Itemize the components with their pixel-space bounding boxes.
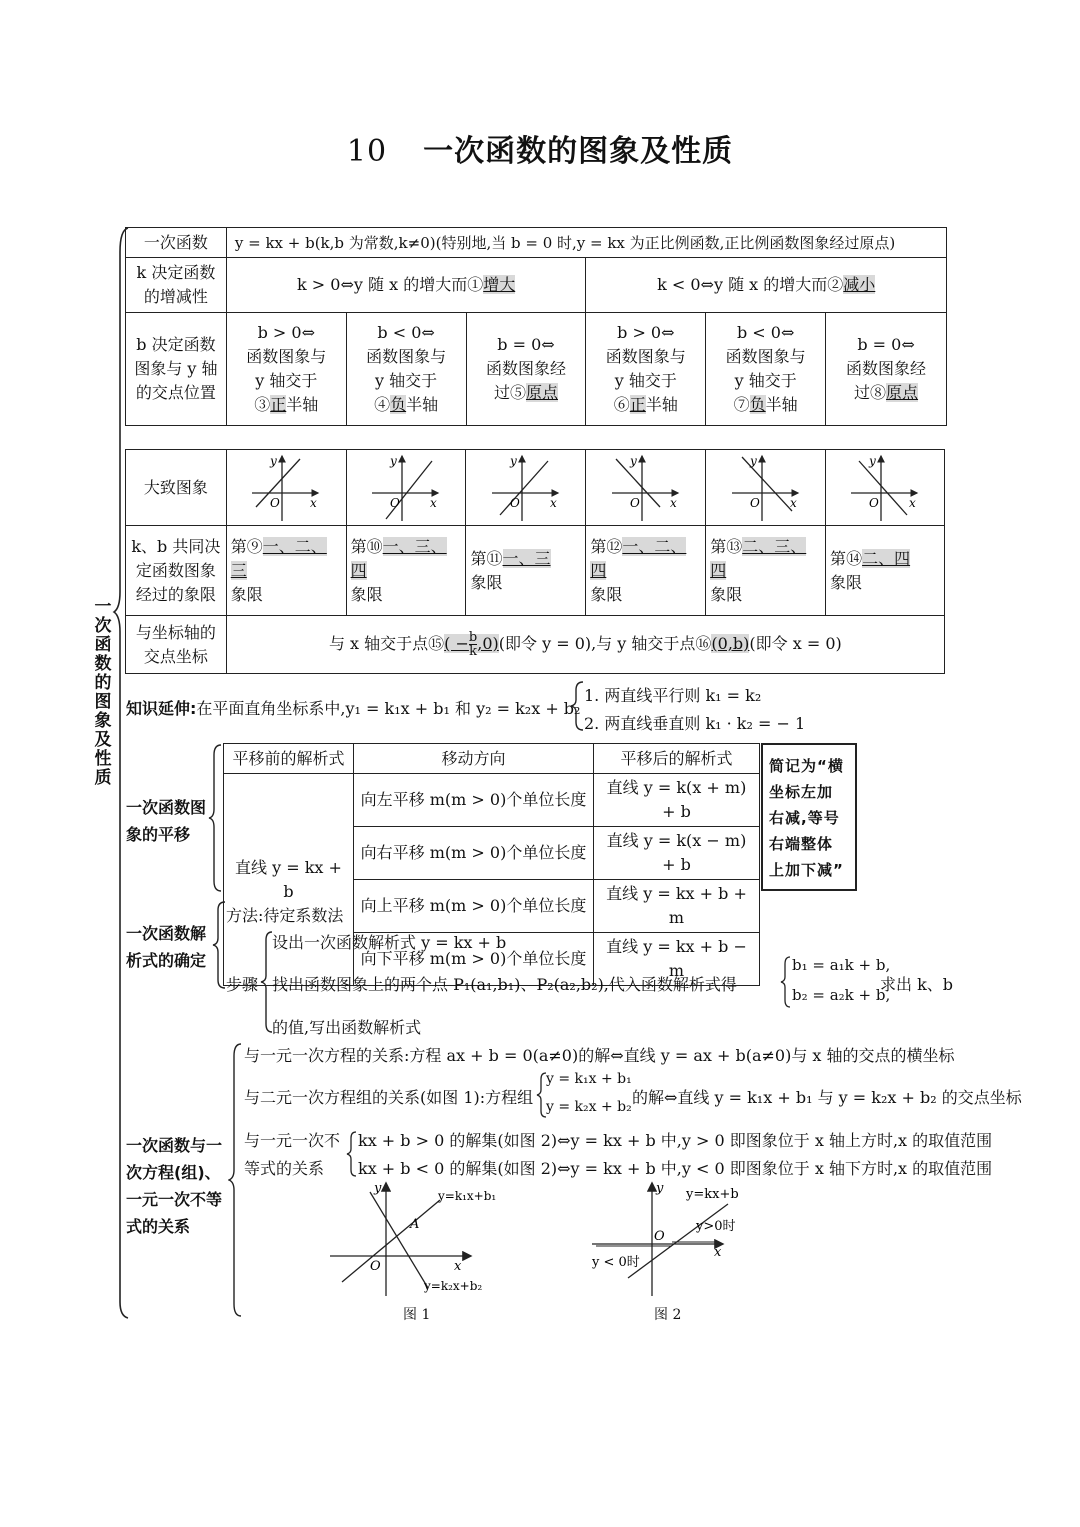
quadrant-cell bbox=[826, 526, 945, 616]
step-2-end: 求出 k、b bbox=[880, 975, 954, 994]
relations-label bbox=[126, 1132, 222, 1240]
extension-line bbox=[126, 696, 580, 719]
translation-header: 平移后的解析式 bbox=[594, 744, 760, 774]
sketch-y-label: y bbox=[869, 453, 876, 468]
graph-sketch bbox=[608, 453, 684, 523]
intercept-cell bbox=[826, 313, 947, 426]
equation-2: b₂ = a₂k + b, bbox=[792, 986, 891, 1004]
determination-method: 方法:待定系数法 bbox=[226, 906, 344, 925]
mnemonic-box bbox=[761, 743, 857, 891]
intercept-text: 函数图象经 bbox=[485, 359, 566, 378]
k-negative-answer: 减小 bbox=[843, 275, 876, 294]
sketch-origin-label: O bbox=[270, 495, 281, 510]
figure-2-caption: 图 2 bbox=[654, 1307, 682, 1323]
y-intersect-note: (即令 x = 0) bbox=[749, 634, 842, 653]
step-1: 设出一次函数解析式 y = kx + b bbox=[272, 933, 507, 952]
row-label-definition: 一次函数 bbox=[126, 228, 227, 258]
relation-system-suffix: 的解⇔直线 y = k₁x + b₁ 与 y = k₂x + b₂ 的交点坐标 bbox=[632, 1088, 1022, 1107]
determination-label-2: 析式的确定 bbox=[126, 951, 207, 970]
sketch-line bbox=[500, 461, 548, 515]
intercept-answer-number: ⑥ bbox=[613, 395, 630, 414]
quadrant-answer-number: ⑬ bbox=[726, 536, 743, 556]
relations-brace bbox=[228, 1042, 244, 1318]
fig2-negative-label: y < 0时 bbox=[592, 1255, 640, 1270]
fraction-denominator: k bbox=[469, 644, 478, 659]
graph-sketch-cell bbox=[346, 450, 466, 526]
translation-dir: 向右平移 m(m > 0)个单位长度 bbox=[354, 827, 594, 880]
graph-sketch bbox=[728, 453, 804, 523]
relation-equation: 与一元一次方程的关系:方程 ax + b = 0(a≠0)的解⇔直线 y = ax + b(a≠0)与 x 轴的交点的横坐标 bbox=[244, 1046, 955, 1065]
graph-sketch-cell bbox=[706, 450, 826, 526]
quadrant-prefix: 第 bbox=[230, 536, 247, 556]
intercept-answer: 原点 bbox=[886, 383, 919, 402]
title-number: 10 bbox=[346, 134, 388, 169]
translation-dir: 向上平移 m(m > 0)个单位长度 bbox=[354, 880, 594, 933]
k-negative-cell bbox=[586, 258, 947, 313]
intercept-text: 函数图象与 bbox=[605, 347, 686, 366]
sketch-y-label: y bbox=[270, 453, 277, 468]
quadrant-prefix: 第 bbox=[590, 536, 607, 556]
fig2-positive-label: y>0时 bbox=[696, 1219, 736, 1234]
mnemonic-line: 右减,等号 bbox=[769, 809, 840, 827]
y-intersect-text: (即令 y = 0),与 y 轴交于点⑯ bbox=[498, 634, 712, 653]
quadrant-prefix: 第 bbox=[710, 536, 727, 556]
fig2-line bbox=[628, 1204, 728, 1278]
equation-1: b₁ = a₁k + b, bbox=[792, 956, 891, 974]
intercept-text: y 轴交于 bbox=[375, 371, 438, 390]
translation-header: 平移前的解析式 bbox=[224, 744, 354, 774]
graph-sketch-cell bbox=[826, 450, 945, 526]
fraction-b-over-k bbox=[469, 631, 477, 658]
quadrant-answer-number: ⑫ bbox=[606, 536, 623, 556]
row-label-quadrants: k、b 共同决定函数图象经过的象限 bbox=[126, 526, 227, 616]
quadrant-suffix: 象限 bbox=[230, 584, 263, 604]
quadrant-cell bbox=[226, 526, 346, 616]
inequality-positive: kx + b > 0 的解集(如图 2)⇔y = kx + b 中,y > 0 即图象位于 x 轴上方时,x 的取值范围 bbox=[358, 1131, 993, 1150]
fig1-y-label: y bbox=[374, 1181, 382, 1196]
sketch-y-label: y bbox=[509, 453, 517, 468]
extension-label: 知识延伸: bbox=[126, 699, 197, 718]
mnemonic-line: 右端整体 bbox=[769, 835, 834, 853]
sketch-x-label: x bbox=[310, 495, 317, 510]
sketch-x-label: x bbox=[909, 495, 916, 510]
fig1-x-label: x bbox=[454, 1259, 462, 1274]
intercept-cell bbox=[346, 313, 466, 426]
sketch-line bbox=[386, 461, 432, 519]
extension-case-parallel: 1. 两直线平行则 k₁ = k₂ bbox=[584, 686, 762, 705]
k-positive-answer: 增大 bbox=[483, 275, 516, 294]
translation-after: 直线 y = kx + b + m bbox=[594, 880, 760, 933]
intercept-suffix: 半轴 bbox=[645, 395, 678, 414]
x-intersect-answer bbox=[444, 630, 499, 659]
graph-sketch bbox=[488, 453, 564, 523]
inequality-negative: kx + b < 0 的解集(如图 2)⇔y = kx + b 中,y < 0 即图象位于 x 轴下方时,x 的取值范围 bbox=[358, 1159, 993, 1178]
sidebar-label-text: 一次函数的图象及性质 bbox=[94, 597, 112, 788]
row-label-monotonic: k 决定函数的增减性 bbox=[126, 258, 227, 313]
quadrant-suffix: 象限 bbox=[350, 584, 383, 604]
graph-sketch-cell bbox=[226, 450, 346, 526]
graph-sketch-cell bbox=[466, 450, 586, 526]
relations-label-line: 式的关系 bbox=[126, 1217, 191, 1236]
translation-before: 直线 y = kx + b bbox=[224, 774, 354, 986]
fig1-line-1 bbox=[342, 1200, 440, 1282]
intercept-cell bbox=[226, 313, 346, 426]
translation-after: 直线 y = k(x + m) + b bbox=[594, 774, 760, 827]
relation-inequality-label-2: 等式的关系 bbox=[244, 1159, 325, 1178]
sketch-y-label: y bbox=[390, 453, 397, 468]
intercept-answer-number: ⑧ bbox=[870, 383, 887, 402]
fig2-y-label: y bbox=[656, 1181, 664, 1196]
intercept-answer-number: ⑤ bbox=[509, 383, 526, 402]
quadrant-suffix: 象限 bbox=[710, 584, 743, 604]
inequality-brace bbox=[346, 1130, 358, 1178]
y-intersect-answer: (0,b) bbox=[711, 634, 750, 653]
mnemonic-text bbox=[769, 753, 855, 883]
graph-sketch bbox=[368, 453, 444, 523]
sketch-y-label: y bbox=[629, 453, 637, 468]
k-positive-cell bbox=[226, 258, 586, 313]
quadrant-answer: 二、三、四 bbox=[710, 536, 807, 580]
intercept-text: 过 bbox=[854, 383, 871, 402]
quadrant-answer: 一、二、四 bbox=[590, 536, 687, 580]
fig2-line-label: y=kx+b bbox=[686, 1187, 739, 1202]
intercept-condition: b > 0⇔ bbox=[257, 323, 315, 342]
translation-after: 直线 y = kx + b − m bbox=[594, 933, 760, 986]
intercept-condition: b > 0⇔ bbox=[617, 323, 675, 342]
intercept-text: 函数图象与 bbox=[366, 347, 447, 366]
translation-dir: 向左平移 m(m > 0)个单位长度 bbox=[354, 774, 594, 827]
intercept-answer: 正 bbox=[629, 395, 646, 414]
intercept-text: 过 bbox=[493, 383, 510, 402]
intercept-answer-number: ④ bbox=[374, 395, 391, 414]
system-eq-2: y = k₂x + b₂ bbox=[546, 1099, 632, 1115]
translation-label-1: 一次函数图 bbox=[126, 798, 207, 817]
sketch-x-label: x bbox=[430, 495, 437, 510]
determination-steps-label: 步骤 bbox=[226, 975, 259, 994]
translation-label bbox=[126, 794, 206, 848]
graph-sketch bbox=[847, 453, 923, 523]
figure-1-caption: 图 1 bbox=[403, 1307, 431, 1323]
title-text: 一次函数的图象及性质 bbox=[423, 134, 734, 169]
fig1-line-2-label: y=k₂x+b₂ bbox=[424, 1279, 483, 1293]
intercept-condition: b = 0⇔ bbox=[497, 335, 555, 354]
translation-header: 移动方向 bbox=[354, 744, 594, 774]
sketch-origin-label: O bbox=[629, 495, 640, 510]
quadrant-answer-number: ⑨ bbox=[246, 536, 263, 556]
extension-case-perpendicular: 2. 两直线垂直则 k₁ · k₂ = − 1 bbox=[584, 714, 806, 733]
quadrant-suffix: 象限 bbox=[590, 584, 623, 604]
x-intersect-text: 与 x 轴交于点⑮ bbox=[328, 634, 445, 653]
graph-sketch bbox=[248, 453, 324, 523]
mnemonic-line: 上加下减” bbox=[769, 861, 844, 879]
fig1-point-a: A bbox=[410, 1217, 420, 1232]
quadrant-cell bbox=[586, 526, 706, 616]
sketch-origin-label: O bbox=[869, 495, 879, 510]
determination-label bbox=[126, 920, 206, 974]
translation-after: 直线 y = k(x − m) + b bbox=[594, 827, 760, 880]
sketch-origin-label: O bbox=[390, 495, 400, 510]
row-label-graphs: 大致图象 bbox=[126, 450, 227, 526]
translation-brace bbox=[208, 743, 224, 893]
quadrant-cell bbox=[466, 526, 586, 616]
intercept-answer: 原点 bbox=[525, 383, 558, 402]
x-intersect-close: ,0) bbox=[477, 634, 499, 653]
intercept-text: 函数图象经 bbox=[846, 359, 927, 378]
graphs-table bbox=[125, 449, 945, 674]
sketch-origin-label: O bbox=[749, 495, 760, 510]
quadrant-answer-number: ⑪ bbox=[486, 548, 503, 568]
intercept-suffix: 半轴 bbox=[406, 395, 439, 414]
graph-sketch-cell bbox=[586, 450, 706, 526]
k-positive-text: k > 0⇔y 随 x 的增大而① bbox=[297, 275, 484, 294]
properties-table bbox=[125, 227, 947, 426]
intercept-answer: 正 bbox=[270, 395, 287, 414]
row-label-intersections: 与坐标轴的交点坐标 bbox=[126, 616, 227, 674]
intercept-suffix: 半轴 bbox=[765, 395, 798, 414]
sketch-line bbox=[859, 461, 907, 515]
determination-label-1: 一次函数解 bbox=[126, 924, 207, 943]
fig1-line-1-label: y=k₁x+b₁ bbox=[438, 1189, 497, 1203]
intercept-answer: 负 bbox=[390, 395, 407, 414]
mnemonic-line: 坐标左加 bbox=[769, 783, 834, 801]
translation-dir: 向下平移 m(m > 0)个单位长度 bbox=[354, 933, 594, 986]
relation-system-prefix: 与二元一次方程组的关系(如图 1):方程组 bbox=[244, 1088, 534, 1107]
intercept-cell bbox=[706, 313, 826, 426]
sketch-y-label: y bbox=[749, 453, 757, 468]
quadrant-answer: 一、三、四 bbox=[350, 536, 447, 580]
intercept-suffix: 半轴 bbox=[286, 395, 319, 414]
equation-brace bbox=[780, 955, 792, 1009]
intercept-text: y 轴交于 bbox=[255, 371, 318, 390]
page-title bbox=[0, 126, 1080, 170]
system-eq-1: y = k₁x + b₁ bbox=[546, 1071, 632, 1087]
intercept-cell bbox=[586, 313, 706, 426]
step-2: 找出函数图象上的两个点 P₁(a₁,b₁)、P₂(a₂,b₂),代入函数解析式得 bbox=[272, 975, 737, 994]
quadrant-suffix: 象限 bbox=[470, 572, 503, 592]
sketch-x-label: x bbox=[549, 495, 557, 510]
relation-inequality-label-1: 与一元一次不 bbox=[244, 1131, 341, 1150]
x-intersect-open: ( − bbox=[444, 634, 469, 653]
quadrant-answer-number: ⑩ bbox=[366, 536, 383, 556]
k-negative-text: k < 0⇔y 随 x 的增大而② bbox=[657, 275, 844, 294]
relations-label-line: 一次函数与一 bbox=[126, 1136, 223, 1155]
figure-1 bbox=[320, 1178, 520, 1298]
sketch-x-label: x bbox=[789, 495, 797, 510]
step-3: 的值,写出函数解析式 bbox=[272, 1018, 422, 1037]
fraction-numerator: b bbox=[468, 630, 478, 645]
quadrant-answer: 一、二、三 bbox=[230, 536, 327, 580]
quadrant-answer: 二、四 bbox=[862, 548, 911, 568]
figure-2 bbox=[588, 1178, 788, 1298]
relations-label-line: 一元一次不等 bbox=[126, 1190, 223, 1209]
intercept-text: y 轴交于 bbox=[614, 371, 677, 390]
quadrant-prefix: 第 bbox=[830, 548, 847, 568]
quadrant-cell bbox=[706, 526, 826, 616]
sketch-x-label: x bbox=[669, 495, 677, 510]
intercept-answer: 负 bbox=[749, 395, 766, 414]
definition-content: y = kx + b(k,b 为常数,k≠0)(特别地,当 b = 0 时,y = kx 为正比例函数,正比例函数图象经过原点) bbox=[226, 228, 946, 258]
quadrant-suffix: 象限 bbox=[830, 572, 863, 592]
row-label-intercept: b 决定函数图象与 y 轴的交点位置 bbox=[126, 313, 227, 426]
quadrant-answer-number: ⑭ bbox=[846, 548, 863, 568]
intercept-answer-number: ⑦ bbox=[733, 395, 750, 414]
quadrant-prefix: 第 bbox=[470, 548, 487, 568]
intersections-content bbox=[226, 616, 944, 674]
intercept-condition: b < 0⇔ bbox=[377, 323, 435, 342]
relations-label-line: 次方程(组)、 bbox=[126, 1163, 221, 1182]
sidebar-label bbox=[94, 598, 114, 788]
intercept-text: 函数图象与 bbox=[246, 347, 327, 366]
fig1-origin-label: O bbox=[370, 1259, 381, 1274]
intercept-condition: b = 0⇔ bbox=[857, 335, 915, 354]
intercept-text: 函数图象与 bbox=[725, 347, 806, 366]
quadrant-cell bbox=[346, 526, 466, 616]
intercept-condition: b < 0⇔ bbox=[736, 323, 795, 342]
fig2-x-label: x bbox=[714, 1245, 722, 1260]
sketch-origin-label: O bbox=[509, 495, 520, 510]
intercept-answer-number: ③ bbox=[254, 395, 271, 414]
fig2-origin-label: O bbox=[654, 1229, 665, 1244]
intercept-cell bbox=[466, 313, 586, 426]
extension-text: 在平面直角坐标系中,y₁ = k₁x + b₁ 和 y₂ = k₂x + b₂ bbox=[196, 699, 581, 718]
quadrant-prefix: 第 bbox=[350, 536, 367, 556]
translation-label-2: 象的平移 bbox=[126, 825, 191, 844]
intercept-text: y 轴交于 bbox=[734, 371, 797, 390]
quadrant-answer: 一、三 bbox=[502, 548, 551, 568]
mnemonic-line: 简记为“横 bbox=[769, 757, 844, 775]
